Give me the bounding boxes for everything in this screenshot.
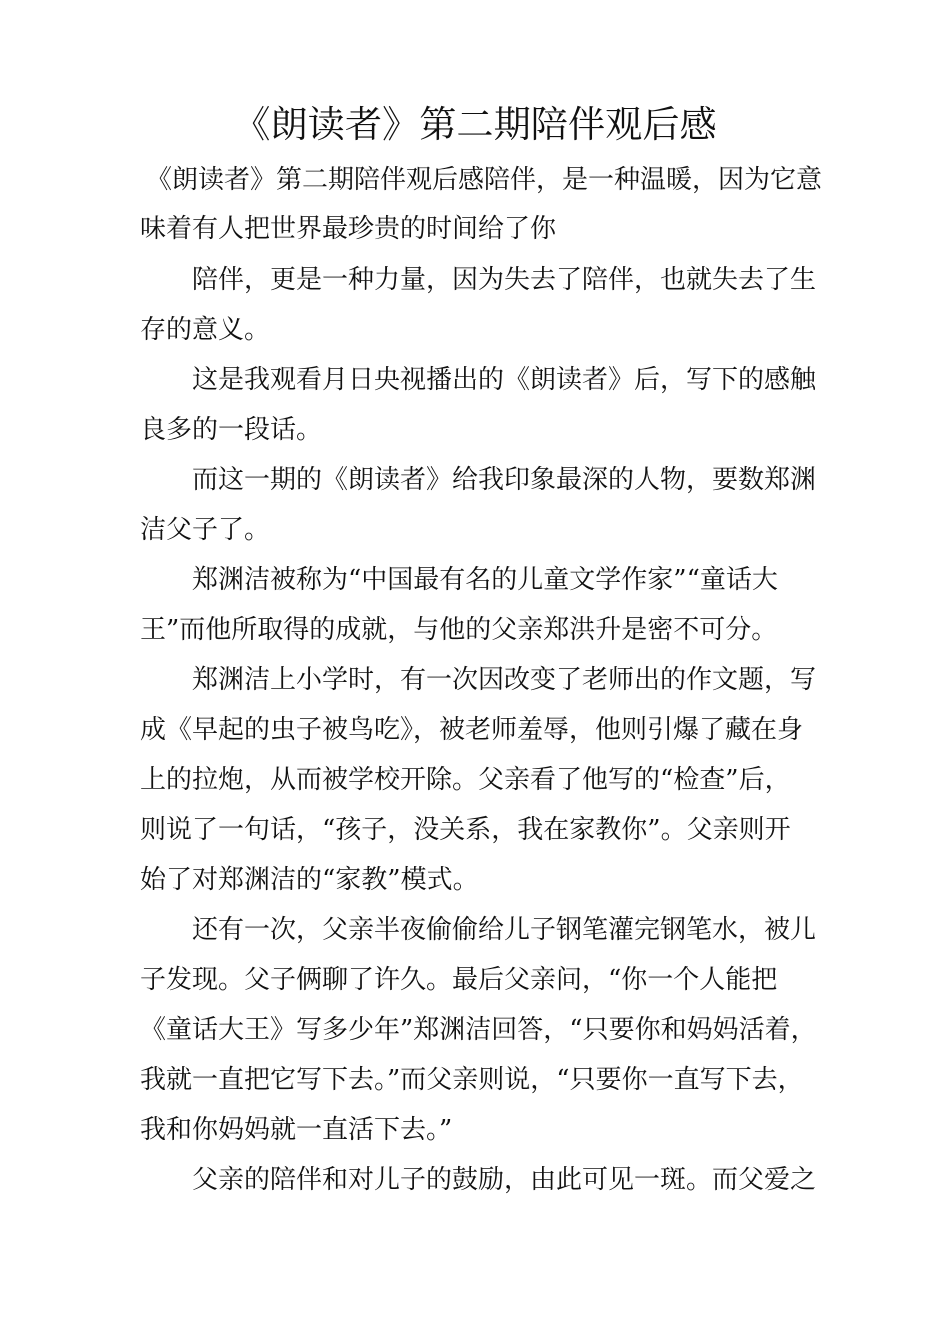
text-line: 成《早起的虫子被鸟吃》，被老师羞辱，他则引爆了藏在身: [140, 715, 804, 745]
text-line: 味着有人把世界最珍贵的时间给了你: [140, 214, 557, 244]
text-line: 始了对郑渊洁的“家教”模式。: [140, 865, 479, 895]
text-line: 这是我观看月日央视播出的《朗读者》后，写下的感触: [192, 365, 817, 395]
text-line: 子发现。父子俩聊了许久。最后父亲问，“你一个人能把: [140, 965, 778, 995]
text-line: 还有一次，父亲半夜偷偷给儿子钢笔灌完钢笔水，被儿: [192, 915, 817, 945]
text-line: 《童话大王》写多少年”郑渊洁回答，“只要你和妈妈活着，: [140, 1015, 817, 1045]
text-line: 王”而他所取得的成就，与他的父亲郑洪升是密不可分。: [140, 615, 778, 645]
text-line: 良多的一段话。: [140, 415, 323, 445]
text-line: 郑渊洁被称为“中国最有名的儿童文学作家”“童话大: [192, 565, 778, 595]
text-line: 郑渊洁上小学时，有一次因改变了老师出的作文题，写: [192, 665, 817, 695]
text-line: 存的意义。: [140, 315, 271, 345]
document-title: 《朗读者》第二期陪伴观后感: [233, 102, 717, 146]
text-line: 上的拉炮，从而被学校开除。父亲看了他写的“检查”后，: [140, 765, 791, 795]
text-line: 则说了一句话，“孩子，没关系，我在家教你”。父亲则开: [140, 815, 791, 845]
text-line: 我就一直把它写下去。”而父亲则说，“只要你一直写下去，: [140, 1065, 804, 1095]
text-line: 而这一期的《朗读者》给我印象最深的人物，要数郑渊: [192, 465, 817, 495]
text-line: 陪伴，更是一种力量，因为失去了陪伴，也就失去了生: [192, 265, 817, 295]
text-line: 父亲的陪伴和对儿子的鼓励，由此可见一斑。而父爱之: [192, 1165, 817, 1195]
text-line: 洁父子了。: [140, 515, 271, 545]
text-line: 我和你妈妈就一直活下去。”: [140, 1115, 453, 1145]
text-line: 《朗读者》第二期陪伴观后感陪伴，是一种温暖，因为它意: [146, 165, 823, 195]
